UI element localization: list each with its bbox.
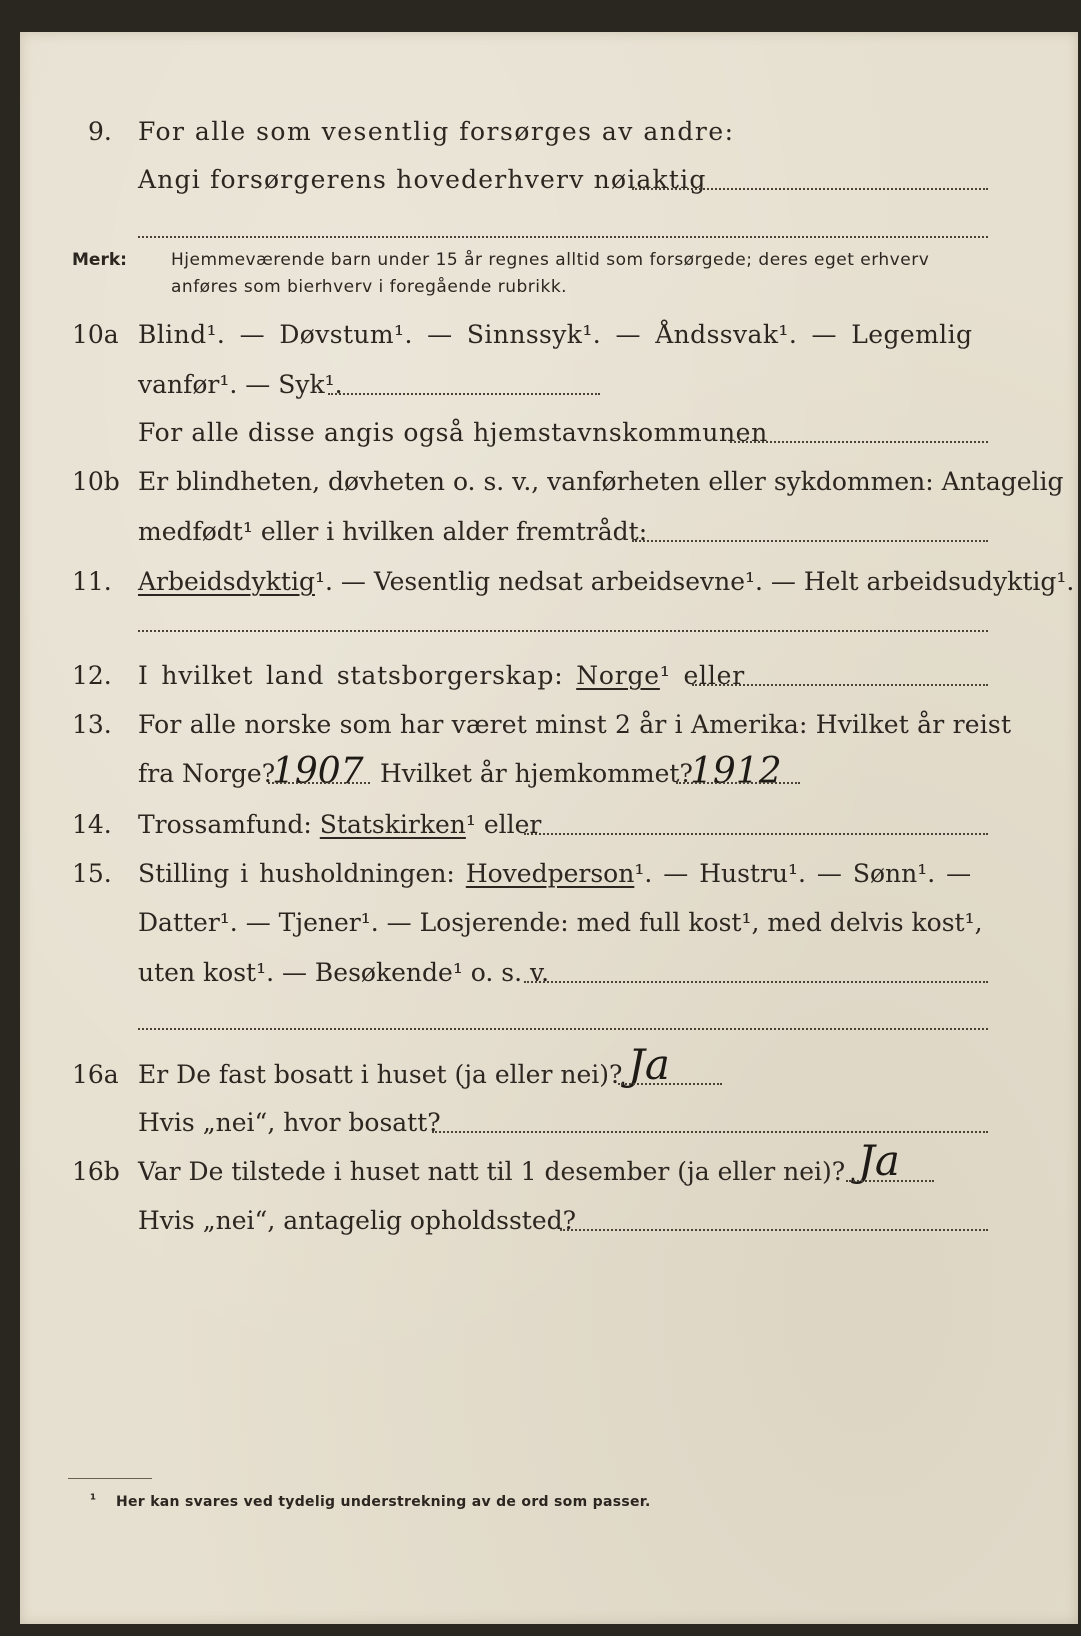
q13-return-line[interactable] xyxy=(676,782,800,784)
q11-number: 11. xyxy=(72,567,112,596)
q12-prefix: I hvilket land statsborgerskap: xyxy=(138,661,564,690)
q16a-residence-line[interactable] xyxy=(432,1131,988,1133)
q15-answer-line[interactable] xyxy=(524,981,988,983)
q15-second-answer-line[interactable] xyxy=(138,1028,988,1030)
q16b-line2: Hvis „nei“, antagelig opholdssted? xyxy=(138,1206,577,1235)
merk-line1: Hjemmeværende barn under 15 år regnes alltid som forsørgede; deres eget erhverv xyxy=(171,250,930,270)
q16a-answer[interactable]: Ja xyxy=(628,1040,670,1089)
q14-prefix: Trossamfund: xyxy=(138,810,312,839)
q10b-number: 10b xyxy=(72,467,120,496)
q10b-line1: Er blindheten, døvheten o. s. v., vanførheten eller sykdommen: Antagelig xyxy=(138,467,1064,496)
q14-suffix: ¹ eller xyxy=(465,810,542,839)
q13-line2a: fra Norge? xyxy=(138,759,276,788)
q10a-answer-line[interactable] xyxy=(328,393,600,395)
q10a-line3: For alle disse angis også hjemstavnskommunen xyxy=(138,418,768,447)
q11-line xyxy=(138,567,1074,597)
q14-option-statskirken[interactable]: Statskirken xyxy=(319,810,466,839)
q11-option-arbeidsdyktig[interactable]: Arbeidsdyktig xyxy=(138,567,315,596)
q14-answer-line[interactable] xyxy=(524,833,988,835)
q9-answer-line[interactable] xyxy=(632,188,988,190)
q10b-answer-line[interactable] xyxy=(632,540,988,542)
q10a-hometown-line[interactable] xyxy=(730,441,988,443)
q12-answer-line[interactable] xyxy=(692,684,988,686)
q16b-number: 16b xyxy=(72,1157,120,1186)
q15-number: 15. xyxy=(72,859,112,888)
q10a-number: 10a xyxy=(72,320,119,349)
q16a-line1: Er De fast bosatt i huset (ja eller nei)? xyxy=(138,1060,623,1089)
q16b-line1: Var De tilstede i huset natt til 1 desember (ja eller nei)? xyxy=(138,1157,846,1186)
q13-answer-return-year[interactable]: 1912 xyxy=(690,751,782,792)
q11-answer-line[interactable] xyxy=(138,630,988,632)
q12-number: 12. xyxy=(72,661,112,690)
q13-line1: For alle norske som har været minst 2 år i Amerika: Hvilket år reist xyxy=(138,710,1012,739)
q15-line1a: Stilling i husholdningen: xyxy=(138,859,455,888)
q12-line xyxy=(138,661,745,691)
q14-number: 14. xyxy=(72,810,112,839)
merk-line2: anføres som bierhverv i foregående rubrikk. xyxy=(171,277,568,297)
q14-line xyxy=(138,810,541,840)
q15-line1b: ¹. — Hustru¹. — Sønn¹. — xyxy=(634,859,972,888)
q9-number: 9. xyxy=(88,117,112,146)
q16a-line2: Hvis „nei“, hvor bosatt? xyxy=(138,1108,441,1137)
q13-number: 13. xyxy=(72,710,112,739)
footnote-separator xyxy=(68,1478,152,1479)
q10a-line2: vanfør¹. — Syk¹. xyxy=(138,370,343,399)
q13-departure-line[interactable] xyxy=(268,782,370,784)
q12-suffix: ¹ eller xyxy=(659,661,745,690)
q10a-line1: Blind¹. — Døvstum¹. — Sinnssyk¹. — Åndssvak¹. — Legemlig xyxy=(138,320,973,349)
q16b-answer[interactable]: Ja xyxy=(858,1136,900,1185)
q9-line2: Angi forsørgerens hovederhverv nøiaktig xyxy=(138,165,707,194)
census-form-page xyxy=(20,32,1078,1624)
q16a-answer-line[interactable] xyxy=(618,1083,722,1085)
q11-rest: ¹. — Vesentlig nedsat arbeidsevne¹. — Helt arbeidsudyktig¹. xyxy=(314,567,1075,596)
q13-line2b: Hvilket år hjemkommet? xyxy=(380,759,693,788)
footnote-mark: ¹ xyxy=(90,1492,97,1508)
merk-note xyxy=(72,247,127,274)
q15-line2: Datter¹. — Tjener¹. — Losjerende: med full kost¹, med delvis kost¹, xyxy=(138,908,983,937)
q15-line1 xyxy=(138,859,971,889)
q12-option-norge[interactable]: Norge xyxy=(576,661,660,690)
q9-second-answer-line[interactable] xyxy=(138,236,988,238)
q16a-number: 16a xyxy=(72,1060,119,1089)
q10b-line2: medfødt¹ eller i hvilken alder fremtrådt: xyxy=(138,517,648,546)
merk-label: Merk: xyxy=(72,250,127,270)
q9-line1: For alle som vesentlig forsørges av andre: xyxy=(138,117,735,146)
q16b-whereabouts-line[interactable] xyxy=(560,1229,988,1231)
q15-option-hovedperson[interactable]: Hovedperson xyxy=(465,859,635,888)
q15-line3: uten kost¹. — Besøkende¹ o. s. v. xyxy=(138,958,550,987)
footnote-text: Her kan svares ved tydelig understrekning av de ord som passer. xyxy=(116,1494,651,1510)
q13-answer-departure-year[interactable]: 1907 xyxy=(272,751,364,792)
q16b-answer-line[interactable] xyxy=(846,1180,934,1182)
